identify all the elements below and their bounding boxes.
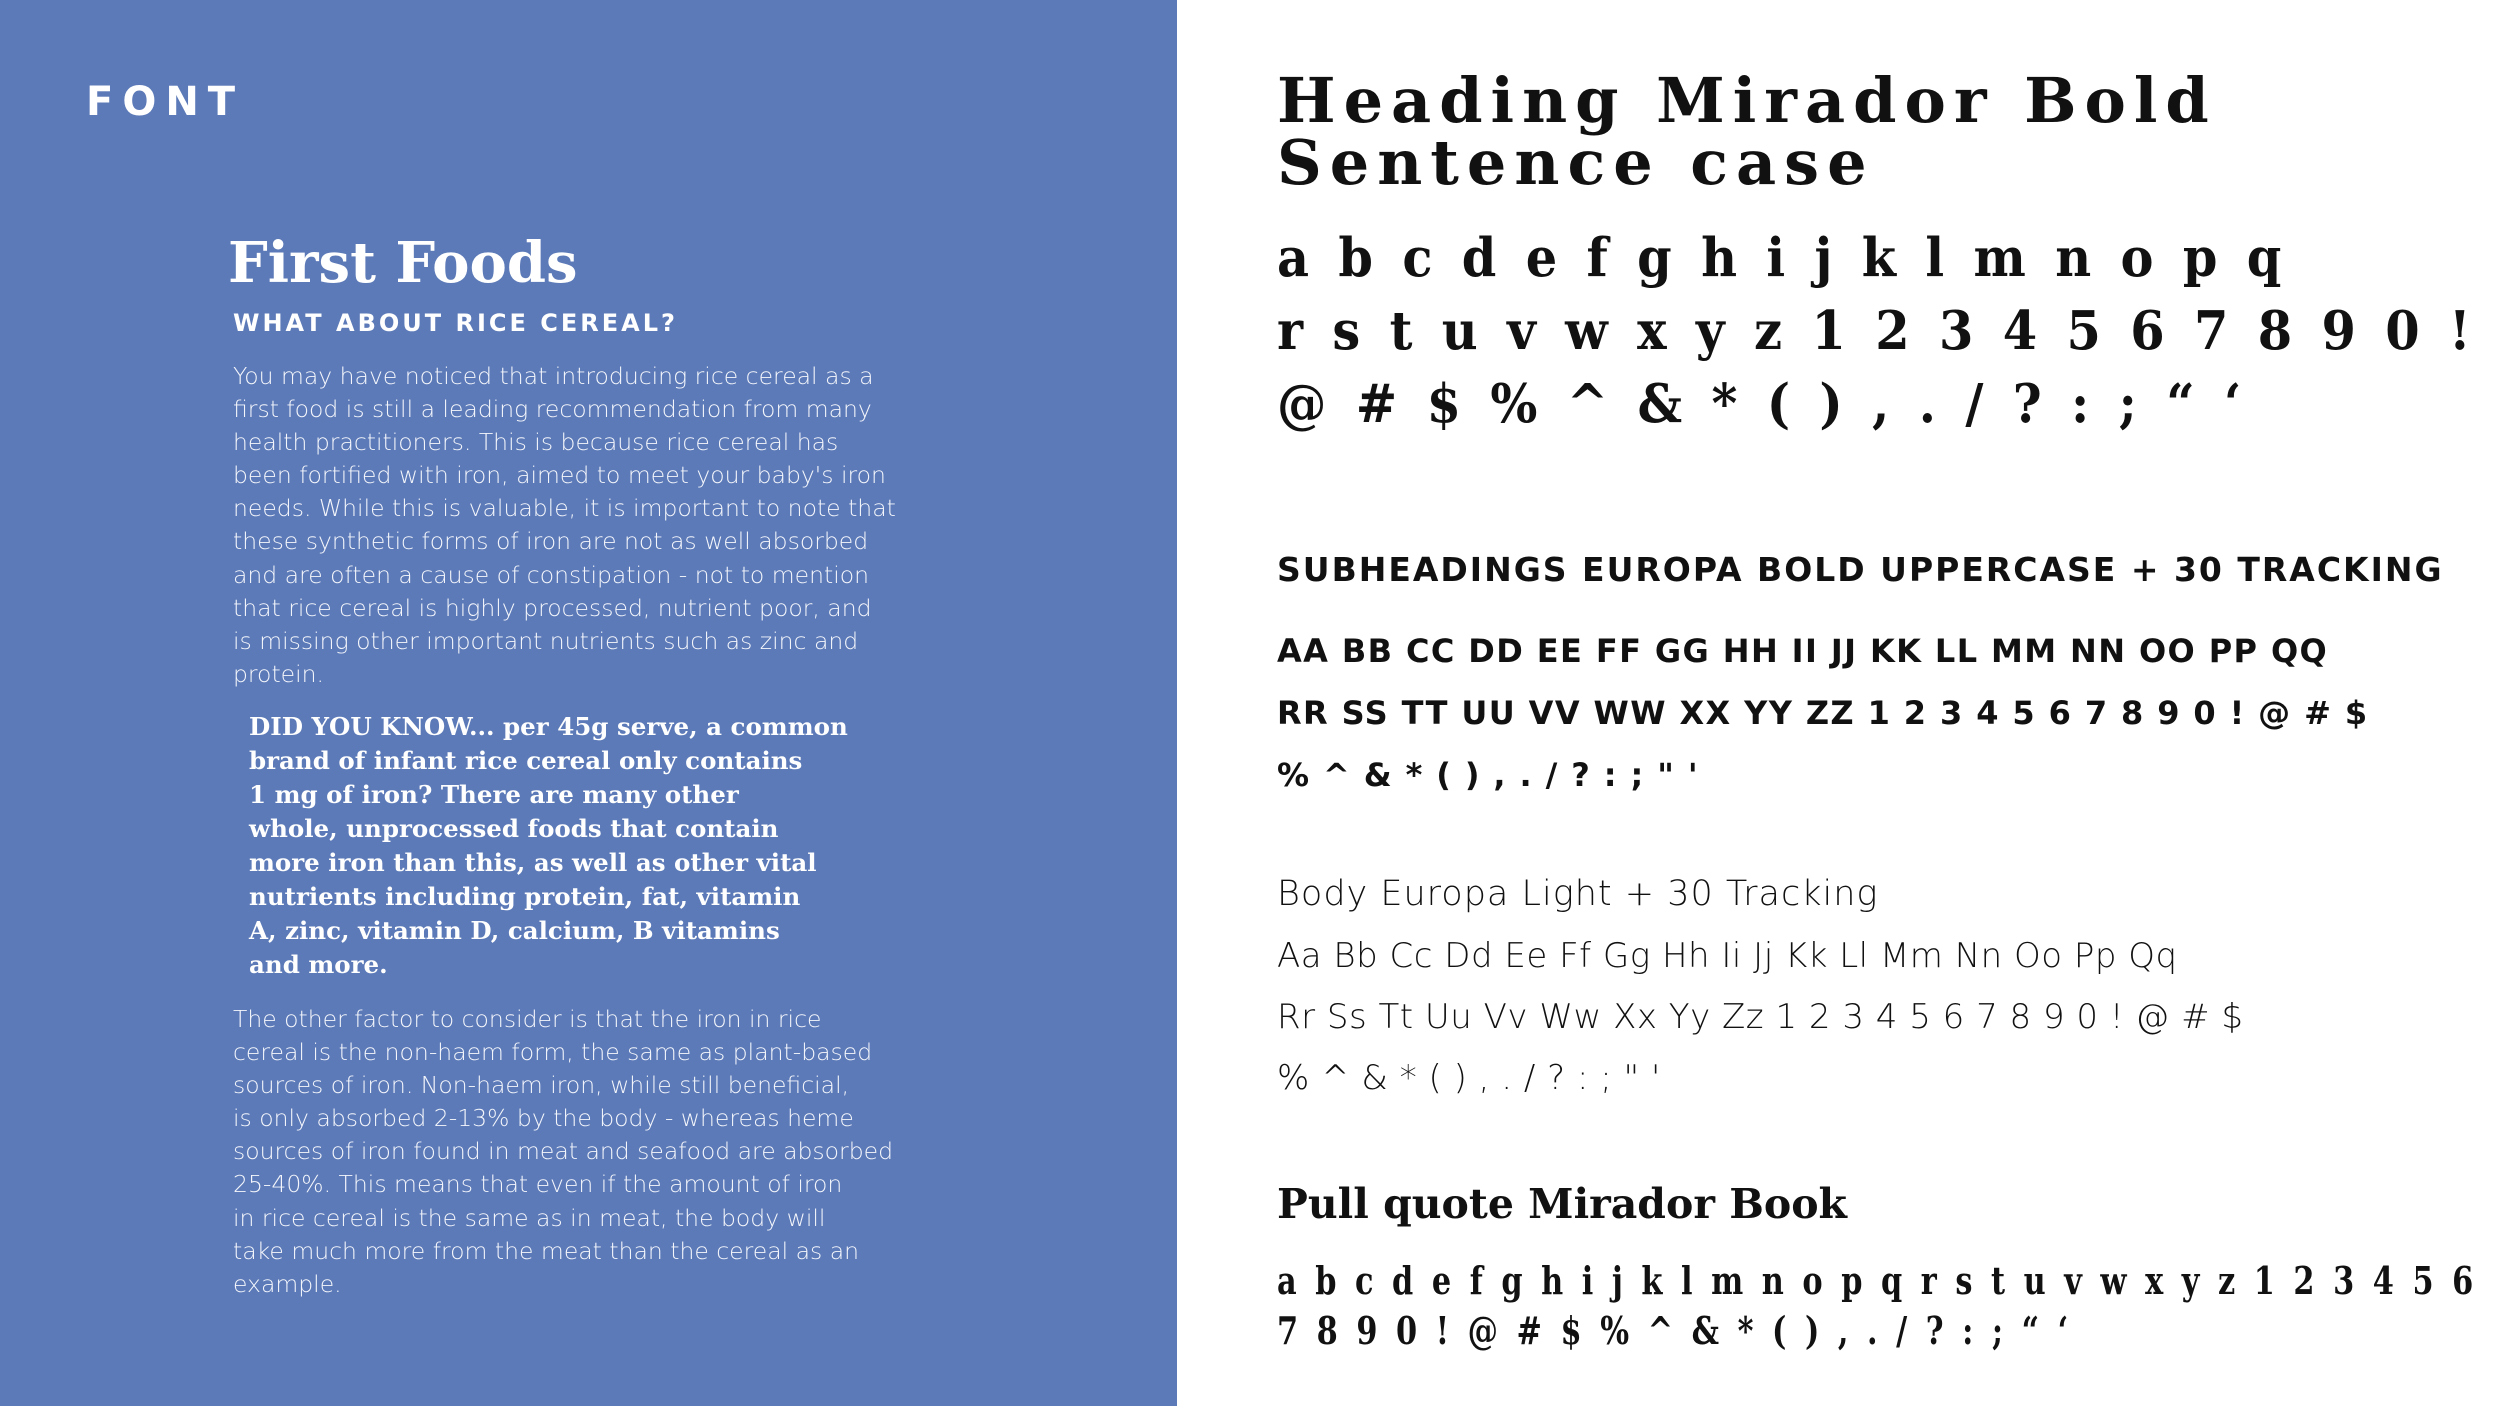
font-specimen-panel [1177,0,2500,1406]
sample-callout: DID YOU KNOW... per 45g serve, a common brand of infant rice cereal only contains 1 mg of iron? There are many other whole, unprocessed foods that contain more iron than this, as well as other vital nutrients including protein, fat, vitamin A, zinc, vitamin D, calcium, B vitamins and more. [249,712,848,979]
sample-panel [0,0,1177,1406]
heading-font-spec: Heading Mirador Bold Sentence case [1277,64,2217,199]
pullquote-font-spec: Pull quote Mirador Book [1277,1180,1847,1228]
pullquote-glyph-set [1277,1256,2500,1356]
glyph-line: % ^ & * ( ) , . / ? : ; " ' [1277,1058,1661,1098]
section-label: FONT [86,79,245,125]
glyph-line: a b c d e f g h i j k l m n o p q r s t u v w x y z 1 2 3 4 5 6 [1277,1258,2478,1303]
sample-subheading: WHAT ABOUT RICE CEREAL? [233,309,678,337]
subheading-font-spec: SUBHEADINGS EUROPA BOLD UPPERCASE + 30 TRACKING [1277,550,2444,589]
sample-title: First Foods [228,230,578,296]
subheading-glyph-set [1277,620,2369,806]
glyph-line: @ # $ % ^ & * ( ) , . / ? : ; “ ‘ [1277,373,2248,435]
glyph-line: RR SS TT UU VV WW XX YY ZZ 1 2 3 4 5 6 7 8 9 0 ! @ # $ [1277,694,2369,732]
glyph-line: a b c d e f g h i j k l m n o p q [1277,227,2288,289]
heading-glyph-set [1277,222,2500,441]
glyph-line: 7 8 9 0 ! @ # $ % ^ & * ( ) , . / ? : ; “ ‘ [1277,1308,2073,1353]
glyph-line: Rr Ss Tt Uu Vv Ww Xx Yy Zz 1 2 3 4 5 6 7 8 9 0 ! @ # $ [1277,997,2244,1037]
glyph-line: Aa Bb Cc Dd Ee Ff Gg Hh Ii Jj Kk Ll Mm Nn Oo Pp Qq [1277,936,2178,976]
body-font-spec: Body Europa Light + 30 Tracking [1277,874,1879,914]
glyph-line: AA BB CC DD EE FF GG HH II JJ KK LL MM NN OO PP QQ [1277,632,2329,670]
glyph-line: r s t u v w x y z 1 2 3 4 5 6 7 8 9 0 ! [1277,300,2477,362]
sample-body-paragraph-2: The other factor to consider is that the iron in rice cereal is the non-haem form, the same as plant-based sources of iron. Non-haem iron, while still beneficial, is only absorbed 2-13% by the body - whereas heme sources of iron found in meat and seafood are absorbed 25-40%. This means that even if the amount of iron in rice cereal is the same as in meat, the body will take much more from the meat than the cereal as an example. [233,1005,894,1298]
glyph-line: % ^ & * ( ) , . / ? : ; " ' [1277,756,1700,794]
body-glyph-set [1277,926,2244,1109]
sample-body-paragraph-1: You may have noticed that introducing rice cereal as a first food is still a leading recommendation from many health practitioners. This is because rice cereal has been fortified with iron, aimed to meet your baby's iron needs. While this is valuable, it is important to note that these synthetic forms of iron are not as well absorbed and are often a cause of constipation - not to mention that rice cereal is highly processed, nutrient poor, and is missing other important nutrients such as zinc and protein. [233,362,896,688]
